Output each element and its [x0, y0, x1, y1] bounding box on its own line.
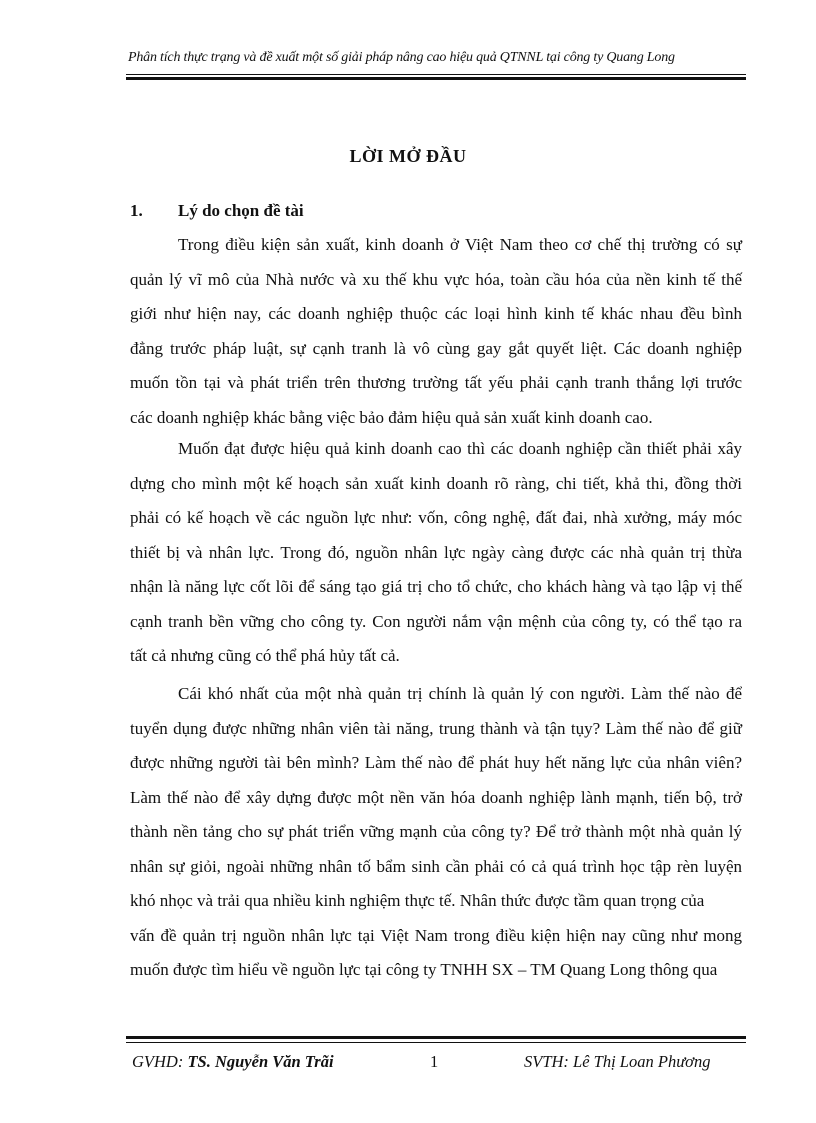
paragraph-line: thành nền tảng cho sự phát triển vững mạnh của công ty? Để trở thành một nhà quản lý [130, 822, 742, 841]
footer-rule-thin [126, 1042, 746, 1043]
paragraph-line: các doanh nghiệp khác bằng việc bảo đảm hiệu quả sản xuất kinh doanh cao. [130, 407, 653, 427]
paragraph-line: vấn đề quản trị nguồn nhân lực tại Việt Nam trong điều kiện hiện nay cũng như mong [130, 925, 742, 945]
paragraph-2 [130, 432, 742, 674]
paragraph-line: thiết bị và nhân lực. Trong đó, nguồn nhân lực ngày càng được các nhà quản trị thừa [130, 542, 742, 562]
paragraph-line: muốn tồn tại và phát triển trên thương trường tất yếu phải cạnh tranh thắng lợi trước [130, 373, 742, 392]
paragraph-line: đẳng trước pháp luật, sự cạnh tranh là vô cùng gay gắt quyết liệt. Các doanh nghiệp [130, 338, 742, 358]
paragraph-line: Cái khó nhất của một nhà quản trị chính là quản lý con người. Làm thế nào để [178, 684, 742, 703]
paragraph-line: khó nhọc và trải qua nhiều kinh nghiệm thực tế. Nhân thức được tầm quan trọng của [130, 891, 705, 910]
paragraph-line: giới như hiện nay, các doanh nghiệp thuộc các loại hình kinh tế khác nhau đều bình [130, 304, 742, 323]
footer-advisor [132, 1052, 334, 1072]
paragraph-line: muốn được tìm hiểu về nguồn lực tại công ty TNHH SX – TM Quang Long thông qua [130, 960, 718, 979]
paragraph-line: Trong điều kiện sản xuất, kinh doanh ở Việt Nam theo cơ chế thị trường có sự [178, 235, 742, 254]
header-rule-thick [126, 77, 746, 80]
page-number: 1 [430, 1052, 439, 1071]
student-label: SVTH: [524, 1052, 574, 1071]
advisor-name: TS. Nguyễn Văn Trãi [187, 1052, 334, 1071]
paragraph-line: Muốn đạt được hiệu quả kinh doanh cao thì các doanh nghiệp cần thiết phải xây [178, 439, 742, 458]
paragraph-3 [130, 677, 742, 988]
paragraph-line: nhân sự giỏi, ngoài những nhân tố bẩm sinh cần phải có cả quá trình học tập rèn luyện [130, 856, 742, 876]
paragraph-line: tất cả nhưng cũng có thể phá hủy tất cả. [130, 646, 400, 665]
paragraph-line: dựng cho mình một kế hoạch sản xuất kinh doanh rõ ràng, chi tiết, khả thi, đồng thời [130, 473, 742, 493]
section-heading [130, 201, 304, 221]
page-title: LỜI MỞ ĐẦU [349, 146, 467, 166]
footer-student [524, 1052, 711, 1072]
paragraph-line: phải có kế hoạch về các nguồn lực như: vốn, công nghệ, đất đai, nhà xưởng, máy móc [130, 508, 742, 527]
paragraph-line: Làm thế nào để xây dựng được một nền văn hóa doanh nghiệp lành mạnh, tiến bộ, trở [130, 787, 742, 807]
header-rule-thin [126, 74, 746, 75]
paragraph-line: nhận là năng lực cốt lõi để sáng tạo giá trị cho tổ chức, cho khách hàng và tạo lập vị thế [130, 577, 742, 596]
student-name: Lê Thị Loan Phương [573, 1052, 711, 1071]
section-number: 1. [130, 201, 143, 220]
paragraph-line: tuyển dụng được những nhân viên tài năng, trung thành và tận tụy? Làm thế nào để giữ [130, 718, 742, 738]
paragraph-line: cạnh tranh bền vững cho công ty. Con người nắm vận mệnh của công ty, có thể tạo ra [130, 611, 742, 631]
paragraph-line: quản lý vĩ mô của Nhà nước và xu thế khu vực hóa, toàn cầu hóa của nền kinh tế thế [130, 269, 742, 289]
advisor-label: GVHD: [132, 1052, 188, 1071]
paragraph-line: được những người tài bên mình? Làm thế nào để phát huy hết năng lực của nhân viên? [130, 753, 742, 772]
paragraph-1 [130, 228, 742, 435]
footer-rule-thick [126, 1036, 746, 1039]
section-title: Lý do chọn đề tài [178, 201, 304, 220]
running-header: Phân tích thực trạng và đề xuất một số giải pháp nâng cao hiệu quả QTNNL tại công ty Quang Long [128, 50, 675, 65]
